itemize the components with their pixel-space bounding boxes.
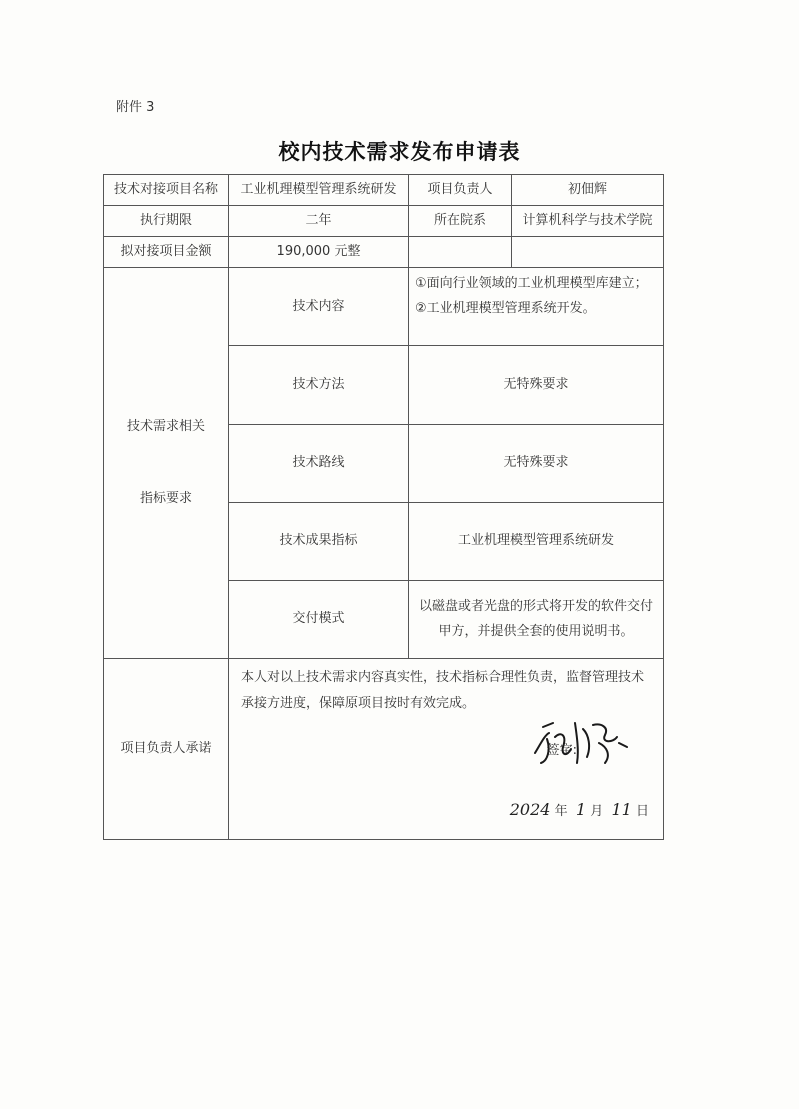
date-row	[510, 795, 649, 825]
pledge-row	[104, 659, 664, 840]
date-month-unit: 月	[590, 804, 604, 820]
tech-result-value: 工业机理模型管理系统研发	[409, 502, 664, 580]
tech-content-line-1: ①面向行业领域的工业机理模型库建立；	[415, 276, 648, 292]
tech-content-label: 技术内容	[229, 268, 409, 346]
amount-value: 190,000 元整	[229, 237, 409, 268]
pledge-cell	[229, 659, 664, 840]
leader-value: 初佃辉	[512, 175, 664, 206]
tech-method-value: 无特殊要求	[409, 346, 664, 424]
date-year: 2024	[509, 800, 551, 820]
handwritten-signature	[527, 713, 647, 773]
date-day: 11	[611, 800, 632, 820]
attachment-label: 附件 3	[116, 100, 155, 115]
amount-empty-cell-2	[512, 237, 664, 268]
tech-content-value	[409, 268, 664, 346]
pledge-text: 本人对以上技术需求内容真实性，技术指标合理性负责，监督管理技术承接方进度，保障原项目按时有效完成。	[241, 670, 645, 711]
tech-content-row	[104, 268, 664, 346]
dept-label: 所在院系	[409, 206, 512, 237]
leader-label: 项目负责人	[409, 175, 512, 206]
form-title: 校内技术需求发布申请表	[278, 140, 521, 164]
sign-label: 签字:	[546, 743, 577, 759]
delivery-value: 以磁盘或者光盘的形式将开发的软件交付甲方，并提供全套的使用说明书。	[409, 581, 664, 659]
dept-value: 计算机科学与技术学院	[512, 206, 664, 237]
date-month: 1	[575, 800, 587, 820]
requirements-category-cell	[104, 268, 229, 659]
signature-row	[547, 739, 577, 764]
date-day-unit: 日	[635, 804, 649, 820]
tech-result-label: 技术成果指标	[229, 502, 409, 580]
date-year-unit: 年	[554, 804, 568, 820]
period-label: 执行期限	[104, 206, 229, 237]
project-name-value: 工业机理模型管理系统研发	[229, 175, 409, 206]
tech-route-label: 技术路线	[229, 424, 409, 502]
project-name-label: 技术对接项目名称	[104, 175, 229, 206]
requirements-category-line2: 指标要求	[139, 491, 192, 507]
delivery-label: 交付模式	[229, 581, 409, 659]
pledge-label: 项目负责人承诺	[104, 659, 229, 840]
period-row	[104, 206, 664, 237]
tech-method-label: 技术方法	[229, 346, 409, 424]
application-form-table	[103, 174, 664, 840]
project-name-row	[104, 175, 664, 206]
amount-label: 拟对接项目金额	[104, 237, 229, 268]
tech-route-value: 无特殊要求	[409, 424, 664, 502]
amount-empty-cell	[409, 237, 512, 268]
period-value: 二年	[229, 206, 409, 237]
requirements-category-line1: 技术需求相关	[126, 418, 205, 434]
amount-row	[104, 237, 664, 268]
tech-content-line-2: ②工业机理模型管理系统开发。	[415, 300, 596, 316]
